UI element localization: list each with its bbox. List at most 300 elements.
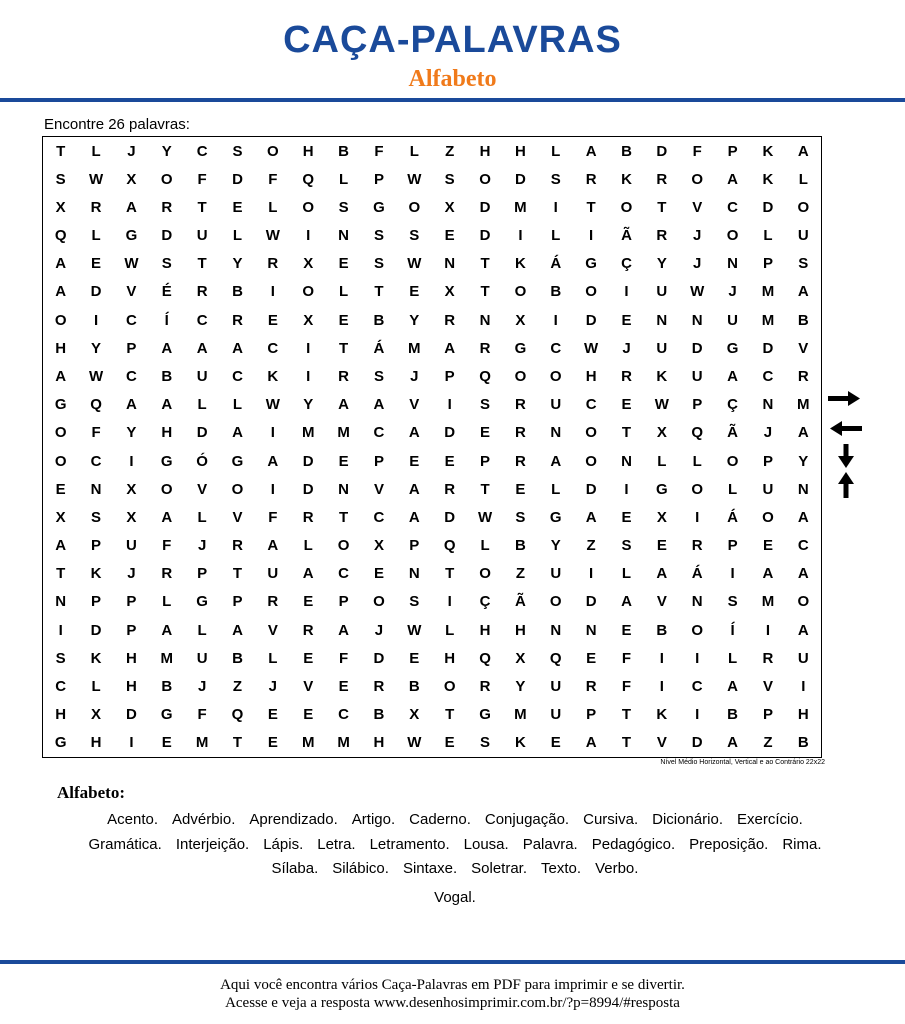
arrow-up-icon xyxy=(838,472,854,498)
grid-letter: T xyxy=(232,565,243,583)
grid-letter: R xyxy=(302,508,314,526)
word-bank-item: Exercício. xyxy=(737,811,803,828)
grid-letter: H xyxy=(55,706,67,724)
grid-letter: A xyxy=(55,283,67,301)
grid-letter: O xyxy=(585,424,597,442)
word-search-grid xyxy=(42,136,822,758)
grid-letter: O xyxy=(549,368,562,386)
grid-letter: B xyxy=(727,706,738,724)
grid-letter: L xyxy=(232,227,243,245)
word-bank-item: Lápis. xyxy=(263,835,304,853)
grid-letter: N xyxy=(550,424,562,442)
grid-letter: Q xyxy=(90,396,102,414)
grid-letter: A xyxy=(161,396,173,414)
grid-letter: A xyxy=(232,621,243,639)
word-bank-item: Soletrar. xyxy=(471,860,528,877)
grid-letter: E xyxy=(338,678,349,696)
grid-letter: L xyxy=(339,283,349,301)
grid-letter: S xyxy=(373,255,384,273)
grid-letter: Q xyxy=(443,537,456,555)
grid-letter: R xyxy=(514,424,526,442)
word-bank-title: Alfabeto: xyxy=(57,783,125,802)
word-bank-item: Cursiva. xyxy=(583,811,639,828)
grid-letter: E xyxy=(762,537,773,555)
grid-letter: I xyxy=(695,706,700,724)
word-bank-item: Dicionário. xyxy=(652,811,723,828)
grid-letter: M xyxy=(761,311,775,329)
grid-letter: A xyxy=(161,621,173,639)
grid-letter: R xyxy=(585,678,597,696)
grid-letter: A xyxy=(408,424,420,442)
grid-letter: E xyxy=(373,565,384,583)
grid-letter: T xyxy=(480,255,490,273)
grid-letter: S xyxy=(55,649,66,667)
grid-letter: R xyxy=(267,593,279,611)
grid-letter: P xyxy=(91,593,102,611)
grid-letter: N xyxy=(656,311,668,329)
grid-letter: W xyxy=(407,170,422,188)
grid-letter: Y xyxy=(798,452,809,470)
word-bank-item: Advérbio. xyxy=(172,811,236,828)
grid-letter: Z xyxy=(763,734,773,752)
grid-letter: X xyxy=(515,649,526,667)
grid-letter: C xyxy=(550,339,562,357)
grid-letter: V xyxy=(303,678,314,696)
grid-letter: R xyxy=(656,227,668,245)
word-bank-list xyxy=(70,808,840,910)
grid-letter: Á xyxy=(727,508,738,526)
grid-letter: U xyxy=(797,227,809,245)
grid-letter: B xyxy=(408,678,420,696)
word-bank-item: Rima. xyxy=(782,835,822,853)
word-bank-item: Lousa. xyxy=(463,835,509,853)
grid-letter: D xyxy=(479,198,491,216)
grid-letter: C xyxy=(797,537,809,555)
grid-letter: I xyxy=(695,649,700,667)
grid-letter: P xyxy=(373,170,384,188)
grid-letter: A xyxy=(585,734,597,752)
grid-letter: G xyxy=(231,452,244,470)
grid-letter: V xyxy=(656,593,667,611)
grid-letter: L xyxy=(91,142,101,160)
grid-letter: W xyxy=(407,621,422,639)
grid-letter: R xyxy=(267,255,279,273)
grid-letter: U xyxy=(656,283,668,301)
grid-letter: W xyxy=(407,255,422,273)
grid-letter: F xyxy=(692,142,702,160)
grid-letter: F xyxy=(91,424,101,442)
grid-letter: O xyxy=(54,424,67,442)
grid-letter: B xyxy=(797,734,809,752)
grid-letter: O xyxy=(302,283,315,301)
grid-letter: T xyxy=(621,734,632,752)
grid-letter: K xyxy=(656,706,668,724)
grid-letter: C xyxy=(338,565,349,583)
grid-letter: L xyxy=(268,198,278,216)
grid-letter: X xyxy=(91,706,102,724)
grid-letter: P xyxy=(480,452,491,470)
grid-letter: U xyxy=(727,311,738,329)
grid-letter: L xyxy=(268,649,278,667)
grid-letter: D xyxy=(373,649,385,667)
grid-letter: O xyxy=(54,452,67,470)
grid-letter: Í xyxy=(730,621,735,639)
word-bank-item: Palavra. xyxy=(522,835,578,853)
grid-letter: A xyxy=(55,537,67,555)
grid-letter: X xyxy=(303,255,314,273)
grid-letter: W xyxy=(654,396,669,414)
grid-letter: T xyxy=(232,734,243,752)
grid-letter: D xyxy=(444,508,456,526)
grid-letter: V xyxy=(692,198,703,216)
grid-letter: S xyxy=(480,396,491,414)
grid-letter: L xyxy=(232,396,243,414)
grid-letter: X xyxy=(126,508,137,526)
grid-letter: A xyxy=(762,565,774,583)
grid-letter: I xyxy=(306,339,311,357)
footer-line-2: Acesse e veja a resposta www.desenhosimprimir.com.br/?p=8994/#resposta xyxy=(225,995,680,1011)
grid-letter: V xyxy=(762,678,773,696)
grid-letter: L xyxy=(197,508,207,526)
grid-letter: I xyxy=(270,283,275,301)
grid-letter: K xyxy=(762,170,774,188)
grid-letter: S xyxy=(480,734,491,752)
grid-letter: E xyxy=(480,424,491,442)
grid-letter: N xyxy=(55,593,67,611)
grid-letter: A xyxy=(797,142,809,160)
grid-letter: U xyxy=(125,537,137,555)
grid-letter: X xyxy=(656,424,667,442)
grid-letter: C xyxy=(691,678,703,696)
grid-letter: B xyxy=(373,706,385,724)
grid-letter: X xyxy=(515,311,526,329)
grid-letter: V xyxy=(798,339,809,357)
grid-letter: D xyxy=(302,452,314,470)
grid-letter: U xyxy=(691,368,703,386)
grid-letter: F xyxy=(621,678,632,696)
grid-letter: J xyxy=(374,621,384,639)
grid-letter: E xyxy=(409,649,420,667)
grid-letter: F xyxy=(197,706,207,724)
grid-letter: F xyxy=(268,170,278,188)
grid-letter: P xyxy=(409,537,420,555)
grid-letter: P xyxy=(338,593,349,611)
word-bank-item: Interjeição. xyxy=(175,835,250,853)
grid-letter: N xyxy=(408,565,420,583)
grid-letter: T xyxy=(480,480,490,498)
word-bank-item: Gramática. xyxy=(88,835,162,853)
grid-letter: L xyxy=(551,142,561,160)
grid-letter: V xyxy=(267,621,278,639)
grid-letter: J xyxy=(268,678,278,696)
grid-letter: B xyxy=(514,537,526,555)
grid-letter: I xyxy=(129,452,134,470)
grid-letter: A xyxy=(125,198,137,216)
grid-letter: M xyxy=(337,424,350,442)
grid-letter: L xyxy=(339,170,349,188)
grid-letter: B xyxy=(656,621,668,639)
grid-letter: L xyxy=(621,565,632,583)
grid-letter: J xyxy=(197,537,207,555)
grid-letter: B xyxy=(232,649,243,667)
grid-letter: D xyxy=(762,198,774,216)
grid-letter: L xyxy=(798,170,808,188)
grid-letter: P xyxy=(91,537,102,555)
grid-letter: I xyxy=(518,227,523,245)
grid-letter: A xyxy=(444,339,456,357)
grid-letter: M xyxy=(160,649,174,667)
grid-letter: K xyxy=(514,255,526,273)
top-divider xyxy=(0,98,905,102)
grid-letter: B xyxy=(550,283,562,301)
grid-letter: E xyxy=(303,649,314,667)
grid-letter: I xyxy=(306,368,311,386)
grid-letter: I xyxy=(695,508,700,526)
grid-letter: Q xyxy=(479,368,491,386)
grid-letter: S xyxy=(444,170,455,188)
grid-letter: P xyxy=(727,537,738,555)
word-bank-item: Silábico. xyxy=(332,860,389,877)
grid-letter: T xyxy=(445,565,455,583)
grid-letter: L xyxy=(409,142,419,160)
grid-letter: L xyxy=(480,537,490,555)
word-bank-item: Sílaba. xyxy=(271,860,319,877)
grid-letter: X xyxy=(444,283,455,301)
grid-letter: I xyxy=(659,649,664,667)
grid-letter: O xyxy=(373,593,385,611)
grid-letter: Y xyxy=(303,396,314,414)
grid-letter: B xyxy=(338,142,349,160)
grid-letter: W xyxy=(124,255,139,273)
grid-letter: R xyxy=(479,678,491,696)
grid-letter: N xyxy=(691,593,703,611)
grid-letter: O xyxy=(514,368,527,386)
grid-letter: C xyxy=(762,368,774,386)
grid-letter: H xyxy=(55,339,67,357)
grid-letter: K xyxy=(267,368,279,386)
grid-letter: É xyxy=(161,283,172,301)
grid-letter: W xyxy=(477,508,493,526)
grid-letter: Ã xyxy=(621,227,632,245)
grid-letter: E xyxy=(409,452,420,470)
grid-letter: O xyxy=(691,170,704,188)
grid-letter: I xyxy=(624,480,629,498)
grid-letter: X xyxy=(126,480,137,498)
grid-letter: R xyxy=(196,283,208,301)
grid-letter: E xyxy=(656,537,667,555)
grid-letter: D xyxy=(585,311,597,329)
grid-letter: I xyxy=(589,565,594,583)
difficulty-level-text: Nível Médio Horizontal, Vertical e ao Contrário 22x22 xyxy=(660,759,825,766)
arrow-right-icon xyxy=(828,391,860,406)
grid-letter: A xyxy=(338,621,349,639)
grid-letter: P xyxy=(232,593,243,611)
grid-letter: G xyxy=(54,734,67,752)
grid-letter: P xyxy=(197,565,208,583)
grid-letter: A xyxy=(55,368,67,386)
grid-letter: E xyxy=(303,706,314,724)
grid-letter: A xyxy=(797,621,809,639)
grid-letter: X xyxy=(373,537,384,555)
grid-letter: S xyxy=(621,537,632,555)
grid-letter: A xyxy=(550,452,562,470)
grid-letter: N xyxy=(585,621,597,639)
grid-letter: S xyxy=(338,198,349,216)
grid-letter: V xyxy=(232,508,243,526)
grid-letter: X xyxy=(55,198,66,216)
grid-letter: P xyxy=(586,706,597,724)
bottom-divider xyxy=(0,960,905,964)
grid-letter: V xyxy=(197,480,208,498)
grid-letter: D xyxy=(90,621,102,639)
grid-letter: H xyxy=(479,142,491,160)
grid-letter: W xyxy=(584,339,599,357)
grid-letter: Q xyxy=(54,227,67,245)
grid-letter: R xyxy=(444,480,456,498)
grid-letter: T xyxy=(445,706,455,724)
grid-letter: M xyxy=(761,593,775,611)
word-bank-item: Preposição. xyxy=(689,835,769,853)
grid-letter: N xyxy=(90,480,102,498)
grid-letter: O xyxy=(160,170,173,188)
grid-letter: R xyxy=(444,311,456,329)
grid-letter: D xyxy=(479,227,491,245)
grid-letter: J xyxy=(728,283,737,301)
grid-letter: T xyxy=(339,339,349,357)
grid-letter: F xyxy=(339,649,349,667)
grid-letter: S xyxy=(55,170,66,188)
grid-letter: A xyxy=(621,593,632,611)
grid-letter: C xyxy=(338,706,349,724)
grid-letter: T xyxy=(586,198,596,216)
grid-letter: C xyxy=(727,198,738,216)
grid-letter: E xyxy=(338,311,349,329)
arrow-left-icon xyxy=(830,421,862,436)
grid-letter: E xyxy=(267,706,278,724)
grid-letter: L xyxy=(162,593,172,611)
grid-letter: O xyxy=(620,198,633,216)
grid-letter: P xyxy=(373,452,384,470)
grid-letter: M xyxy=(408,339,421,357)
grid-letter: L xyxy=(551,227,561,245)
grid-letter: Ç xyxy=(479,593,491,611)
grid-letter: Á xyxy=(373,339,385,357)
grid-letter: O xyxy=(726,452,739,470)
grid-letter: H xyxy=(125,678,137,696)
grid-letter: A xyxy=(797,565,809,583)
grid-letter: J xyxy=(622,339,631,357)
grid-letter: X xyxy=(55,508,66,526)
grid-letter: E xyxy=(586,649,597,667)
grid-letter: J xyxy=(127,565,136,583)
grid-letter: Z xyxy=(515,565,525,583)
grid-letter: H xyxy=(514,621,526,639)
page-subtitle: Alfabeto xyxy=(408,66,497,92)
grid-letter: T xyxy=(621,706,632,724)
word-bank-item: Artigo. xyxy=(351,811,396,828)
grid-letter: A xyxy=(267,452,279,470)
grid-letter: G xyxy=(125,227,138,245)
grid-letter: Ã xyxy=(514,593,526,611)
grid-letter: C xyxy=(373,508,385,526)
grid-letter: U xyxy=(550,678,562,696)
grid-letter: I xyxy=(553,311,558,329)
grid-letter: G xyxy=(549,508,562,526)
grid-letter: U xyxy=(656,339,668,357)
grid-letter: V xyxy=(373,480,384,498)
grid-letter: L xyxy=(303,537,313,555)
grid-letter: A xyxy=(797,424,809,442)
grid-letter: C xyxy=(196,142,208,160)
grid-letter: C xyxy=(373,424,385,442)
grid-letter: D xyxy=(90,283,102,301)
grid-letter: J xyxy=(693,255,702,273)
grid-letter: R xyxy=(514,396,526,414)
grid-letter: N xyxy=(338,227,349,245)
grid-letter: A xyxy=(302,565,314,583)
grid-letter: J xyxy=(127,142,136,160)
grid-letter: Y xyxy=(409,311,420,329)
grid-letter: L xyxy=(445,621,455,639)
grid-letter: N xyxy=(550,621,562,639)
grid-letter: T xyxy=(374,283,384,301)
grid-letter: M xyxy=(514,706,527,724)
grid-letter: S xyxy=(232,142,243,160)
grid-letter: Y xyxy=(515,678,526,696)
word-bank-item: Letra. xyxy=(317,835,356,853)
grid-letter: R xyxy=(797,368,809,386)
grid-letter: R xyxy=(373,678,385,696)
grid-letter: C xyxy=(125,311,137,329)
grid-letter: Á xyxy=(691,565,703,583)
grid-letter: G xyxy=(479,706,491,724)
grid-letter: T xyxy=(657,198,667,216)
grid-letter: A xyxy=(338,396,349,414)
word-bank-item: Letramento. xyxy=(369,835,450,853)
grid-letter: H xyxy=(161,424,173,442)
grid-letter: R xyxy=(302,621,314,639)
grid-letter: T xyxy=(197,198,207,216)
grid-letter: E xyxy=(444,734,455,752)
grid-letter: T xyxy=(56,142,66,160)
grid-letter: K xyxy=(90,565,102,583)
grid-letter: D xyxy=(762,339,774,357)
grid-letter: I xyxy=(306,227,311,245)
grid-letter: M xyxy=(301,734,315,752)
grid-letter: Y xyxy=(91,339,102,357)
grid-letter: O xyxy=(160,480,173,498)
word-bank-item: Texto. xyxy=(541,860,582,877)
grid-letter: Z xyxy=(586,537,596,555)
grid-letter: C xyxy=(196,311,208,329)
grid-letter: W xyxy=(88,170,104,188)
word-bank-item: Vogal. xyxy=(434,888,476,906)
grid-letter: L xyxy=(197,621,207,639)
word-bank-item: Aprendizado. xyxy=(249,811,338,828)
grid-letter: Q xyxy=(302,170,315,188)
grid-letter: N xyxy=(797,480,809,498)
grid-letter: D xyxy=(444,424,456,442)
grid-letter: B xyxy=(621,142,632,160)
grid-letter: H xyxy=(479,621,491,639)
word-bank-item: Caderno. xyxy=(409,811,471,828)
grid-letter: E xyxy=(409,283,420,301)
grid-letter: D xyxy=(514,170,526,188)
grid-letter: U xyxy=(550,706,562,724)
grid-letter: U xyxy=(762,480,774,498)
grid-letter: N xyxy=(762,396,774,414)
grid-letter: D xyxy=(691,734,703,752)
